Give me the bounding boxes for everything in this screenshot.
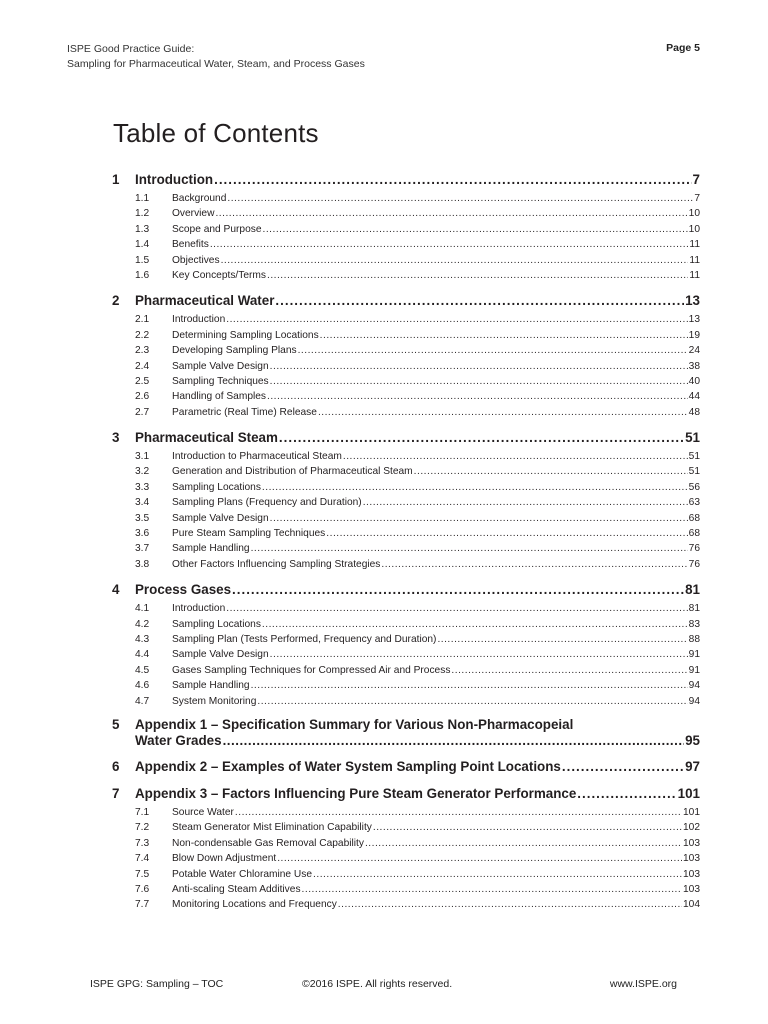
entry-page: 38	[688, 360, 700, 372]
dot-leader	[214, 170, 691, 189]
entry-title: Sampling Locations	[172, 481, 261, 493]
toc-section	[112, 784, 700, 913]
entry-title: Determining Sampling Locations	[172, 329, 319, 341]
entry-number: 4.4	[135, 649, 150, 661]
dot-leader	[227, 191, 693, 206]
dot-leader	[365, 836, 682, 851]
entry-title: Sampling Plan (Tests Performed, Frequency and Duration)	[172, 633, 437, 645]
entry-title: Sample Valve Design	[172, 360, 269, 372]
entry-title: Scope and Purpose	[172, 223, 262, 235]
section-page: 97	[685, 758, 700, 774]
entry-title: Pure Steam Sampling Techniques	[172, 528, 326, 540]
entry-number: 3.3	[135, 481, 150, 493]
entry-page: 103	[683, 853, 700, 865]
entry-page: 103	[683, 883, 700, 895]
toc-entry[interactable]	[112, 632, 700, 647]
entry-title: Key Concepts/Terms	[172, 269, 266, 281]
entry-number: 1.2	[135, 208, 150, 220]
entry-title: Potable Water Chloramine Use	[172, 868, 313, 880]
toc-entry[interactable]	[112, 464, 700, 479]
entry-page: 76	[688, 558, 700, 570]
toc-section	[112, 428, 700, 572]
dot-leader	[251, 541, 688, 556]
toc-entry[interactable]	[112, 222, 700, 237]
running-header	[67, 42, 365, 72]
toc-entry[interactable]	[112, 343, 700, 358]
entry-number: 7.2	[135, 822, 150, 834]
toc-entry[interactable]	[112, 694, 700, 709]
entry-page: 68	[688, 512, 700, 524]
entry-number: 4.5	[135, 664, 150, 676]
entry-number: 2.3	[135, 345, 150, 357]
entry-number: 7.5	[135, 868, 150, 880]
toc-entry[interactable]	[112, 253, 700, 268]
toc-entry[interactable]	[112, 191, 700, 206]
entry-page: 63	[688, 497, 700, 509]
dot-leader	[270, 359, 688, 374]
dot-leader	[262, 480, 688, 495]
entry-page: 11	[689, 254, 700, 266]
entry-page: 48	[688, 406, 700, 418]
toc-section	[112, 717, 700, 749]
dot-leader	[275, 291, 684, 310]
section-number: 6	[112, 758, 120, 774]
dot-leader	[257, 694, 687, 709]
entry-page: 76	[688, 543, 700, 555]
dot-leader	[221, 253, 689, 268]
dot-leader	[451, 663, 687, 678]
toc-entry[interactable]	[112, 647, 700, 662]
entry-number: 3.7	[135, 543, 150, 555]
toc-section-heading[interactable]	[112, 757, 700, 776]
dot-leader	[262, 617, 688, 632]
entry-number: 2.1	[135, 314, 150, 326]
section-page: 7	[692, 172, 700, 187]
section-number: 1	[112, 172, 120, 187]
entry-page: 11	[689, 269, 700, 281]
entry-title: System Monitoring	[172, 695, 257, 707]
dot-leader	[226, 601, 687, 616]
toc-section	[112, 757, 700, 776]
toc-entry[interactable]	[112, 663, 700, 678]
entry-number: 2.6	[135, 391, 150, 403]
toc-entry[interactable]	[112, 805, 700, 820]
entry-page: 24	[688, 345, 700, 357]
entry-number: 4.1	[135, 603, 150, 615]
entry-page: 88	[688, 633, 700, 645]
page-number: Page 5	[666, 42, 700, 54]
dot-leader	[562, 757, 684, 776]
section-number: 3	[112, 430, 120, 446]
dot-leader	[263, 222, 688, 237]
entry-page: 10	[688, 208, 700, 220]
entry-page: 83	[688, 618, 700, 630]
entry-title: Generation and Distribution of Pharmaceutical Steam	[172, 466, 413, 478]
entry-number: 4.7	[135, 695, 150, 707]
dot-leader	[223, 733, 685, 749]
entry-title: Introduction	[172, 603, 226, 615]
dot-leader	[277, 851, 682, 866]
entry-title: Non-condensable Gas Removal Capability	[172, 837, 364, 849]
dot-leader	[338, 897, 682, 912]
section-title: Appendix 2 – Examples of Water System Sampling Point Locations	[135, 758, 561, 774]
entry-number: 7.4	[135, 853, 150, 865]
entry-title: Overview	[172, 208, 215, 220]
toc-entry[interactable]	[112, 557, 700, 572]
toc-entry[interactable]	[112, 882, 700, 897]
section-page: 101	[677, 785, 700, 801]
section-page: 95	[685, 732, 700, 748]
section-page: 81	[685, 582, 700, 598]
entry-page: 101	[683, 806, 700, 818]
toc-entry[interactable]	[112, 678, 700, 693]
entry-title: Sampling Locations	[172, 618, 261, 630]
dot-leader	[363, 495, 688, 510]
header-guide-title: ISPE Good Practice Guide:	[67, 43, 195, 55]
toc-section	[112, 170, 700, 283]
entry-page: 91	[688, 664, 700, 676]
header-guide-subtitle: Sampling for Pharmaceutical Water, Steam, and Process Gases	[67, 58, 365, 70]
section-title-line2-text: Water Grades	[135, 732, 222, 748]
entry-title: Introduction	[172, 314, 226, 326]
entry-title: Sample Valve Design	[172, 649, 269, 661]
dot-leader	[270, 374, 688, 389]
entry-number: 7.7	[135, 899, 150, 911]
entry-page: 68	[688, 528, 700, 540]
entry-title: Background	[172, 193, 227, 204]
entry-title: Sampling Plans (Frequency and Duration)	[172, 497, 362, 509]
entry-number: 2.5	[135, 375, 150, 387]
dot-leader	[215, 206, 687, 221]
entry-title: Sampling Techniques	[172, 375, 269, 387]
toc-entry[interactable]	[112, 328, 700, 343]
dot-leader	[437, 632, 687, 647]
dot-leader	[318, 405, 688, 420]
entry-title: Parametric (Real Time) Release	[172, 406, 317, 418]
section-title: Introduction	[135, 172, 214, 187]
entry-title: Sample Handling	[172, 680, 250, 692]
entry-title: Other Factors Influencing Sampling Strategies	[172, 558, 381, 570]
dot-leader	[232, 580, 684, 599]
entry-number: 1.3	[135, 223, 150, 235]
entry-page: 51	[688, 466, 700, 478]
section-title: Pharmaceutical Water	[135, 293, 275, 309]
entry-page: 94	[688, 680, 700, 692]
toc-entry[interactable]	[112, 836, 700, 851]
section-number: 4	[112, 582, 120, 598]
toc-entry[interactable]	[112, 617, 700, 632]
section-number: 7	[112, 785, 120, 801]
entry-title: Blow Down Adjustment	[172, 853, 277, 865]
toc-entry[interactable]	[112, 526, 700, 541]
entry-title: Anti-scaling Steam Additives	[172, 883, 301, 895]
dot-leader	[210, 237, 689, 252]
entry-title: Steam Generator Mist Elimination Capability	[172, 822, 372, 834]
toc-section	[112, 291, 700, 420]
section-title-line2	[135, 733, 700, 749]
section-title: Pharmaceutical Steam	[135, 430, 278, 446]
toc-section-heading[interactable]	[112, 291, 700, 310]
dot-leader	[313, 867, 682, 882]
toc-section-heading[interactable]	[112, 784, 700, 803]
entry-page: 103	[683, 837, 700, 849]
entry-title: Sample Handling	[172, 543, 250, 555]
dot-leader	[320, 328, 688, 343]
entry-number: 4.3	[135, 633, 150, 645]
toc-entry[interactable]	[112, 601, 700, 616]
toc-entry[interactable]	[112, 389, 700, 404]
dot-leader	[343, 449, 688, 464]
entry-title: Source Water	[172, 806, 234, 818]
toc-entry[interactable]	[112, 312, 700, 327]
entry-page: 40	[688, 375, 700, 387]
page-title: Table of Contents	[113, 118, 319, 148]
toc-entry[interactable]	[112, 268, 700, 283]
toc-entry[interactable]	[112, 851, 700, 866]
footer-copyright: ©2016 ISPE. All rights reserved.	[302, 978, 453, 990]
entry-page: 44	[688, 391, 700, 403]
dot-leader	[577, 784, 676, 803]
dot-leader	[381, 557, 687, 572]
entry-number: 1.1	[135, 193, 150, 204]
toc-section-heading[interactable]	[112, 170, 700, 189]
entry-number: 1.4	[135, 239, 150, 251]
entry-title: Developing Sampling Plans	[172, 345, 297, 357]
entry-page: 19	[688, 329, 700, 341]
entry-number: 3.6	[135, 528, 150, 540]
entry-title: Monitoring Locations and Frequency	[172, 899, 337, 911]
entry-number: 3.2	[135, 466, 150, 478]
section-title-line1: Appendix 1 – Specification Summary for Various Non-Pharmacopeial	[135, 716, 574, 732]
entry-page: 13	[688, 314, 700, 326]
toc-entry[interactable]	[112, 867, 700, 882]
entry-number: 1.6	[135, 269, 150, 281]
dot-leader	[373, 820, 682, 835]
toc-section-heading[interactable]	[112, 428, 700, 447]
entry-number: 3.1	[135, 451, 150, 463]
dot-leader	[270, 647, 688, 662]
entry-number: 4.6	[135, 680, 150, 692]
dot-leader	[235, 805, 682, 820]
section-page: 13	[685, 293, 700, 309]
section-number: 2	[112, 293, 120, 309]
entry-page: 104	[683, 899, 700, 911]
toc-entry[interactable]	[112, 359, 700, 374]
entry-title: Objectives	[172, 254, 220, 266]
entry-number: 2.4	[135, 360, 150, 372]
entry-number: 3.5	[135, 512, 150, 524]
dot-leader	[302, 882, 682, 897]
entry-number: 4.2	[135, 618, 150, 630]
entry-number: 1.5	[135, 254, 150, 266]
toc-entry[interactable]	[112, 511, 700, 526]
section-title-block	[135, 717, 700, 749]
dot-leader	[226, 312, 687, 327]
toc-entry[interactable]	[112, 449, 700, 464]
entry-number: 2.2	[135, 329, 150, 341]
footer-website: www.ISPE.org	[609, 978, 677, 990]
dot-leader	[251, 678, 688, 693]
dot-leader	[267, 389, 688, 404]
toc-section-heading[interactable]	[112, 580, 700, 599]
entry-title: Benefits	[172, 239, 209, 251]
entry-page: 102	[683, 822, 700, 834]
dot-leader	[267, 268, 688, 283]
dot-leader	[279, 428, 684, 447]
dot-leader	[326, 526, 687, 541]
entry-number: 7.3	[135, 837, 150, 849]
entry-number: 2.7	[135, 406, 150, 418]
toc-section-heading[interactable]	[112, 717, 700, 749]
dot-leader	[414, 464, 688, 479]
entry-page: 94	[688, 695, 700, 707]
entry-title: Introduction to Pharmaceutical Steam	[172, 451, 342, 463]
toc-entry[interactable]	[112, 405, 700, 420]
entry-page: 56	[688, 481, 700, 493]
toc-entry[interactable]	[112, 374, 700, 389]
entry-number: 3.8	[135, 558, 150, 570]
toc-entry[interactable]	[112, 820, 700, 835]
dot-leader	[270, 511, 688, 526]
table-of-contents	[112, 170, 700, 921]
section-page: 51	[685, 430, 700, 446]
toc-entry[interactable]	[112, 495, 700, 510]
section-title: Process Gases	[135, 582, 232, 598]
entry-page: 7	[694, 193, 700, 204]
dot-leader	[298, 343, 688, 358]
entry-page: 103	[683, 868, 700, 880]
entry-page: 10	[688, 223, 700, 235]
entry-page: 11	[689, 239, 700, 251]
entry-title: Sample Valve Design	[172, 512, 269, 524]
toc-entry[interactable]	[112, 237, 700, 252]
section-number: 5	[112, 716, 120, 732]
entry-number: 7.1	[135, 806, 150, 818]
toc-entry[interactable]	[112, 541, 700, 556]
toc-entry[interactable]	[112, 206, 700, 221]
entry-title: Handling of Samples	[172, 391, 267, 403]
entry-page: 81	[688, 603, 700, 615]
entry-title: Gases Sampling Techniques for Compressed Air and Process	[172, 664, 451, 676]
toc-section	[112, 580, 700, 709]
entry-page: 51	[688, 451, 700, 463]
entry-number: 3.4	[135, 497, 150, 509]
toc-entry[interactable]	[112, 897, 700, 912]
section-title: Appendix 3 – Factors Influencing Pure Steam Generator Performance	[135, 785, 577, 801]
entry-page: 91	[688, 649, 700, 661]
footer-doc-label: ISPE GPG: Sampling – TOC	[90, 978, 224, 990]
entry-number: 7.6	[135, 883, 150, 895]
toc-entry[interactable]	[112, 480, 700, 495]
